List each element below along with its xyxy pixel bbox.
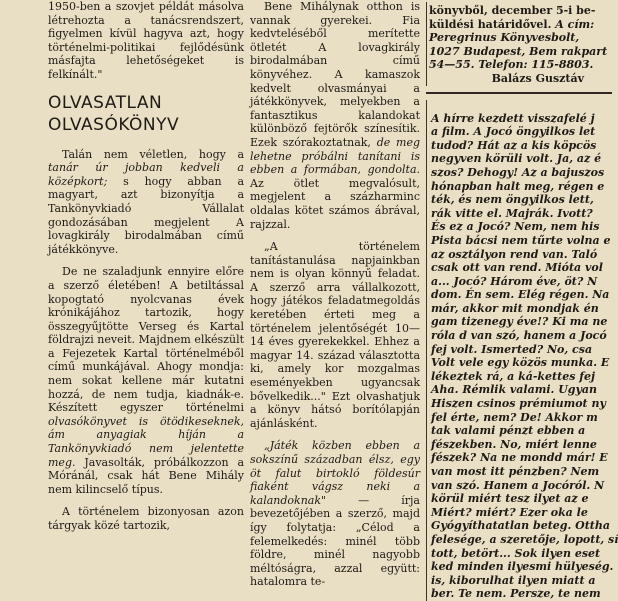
letter-line: Hiszen csinos prémiumot ny (431, 397, 606, 411)
letter-line: dom. Én sem. Elég régen. Na (431, 288, 610, 302)
col2-paragraph-1 (250, 0, 420, 231)
letter-line: tudod? Hát az a kis köpcös (431, 138, 597, 152)
col2-paragraph-2: „A történelem tanítástanulása napjainkban nem is olyan könnyű feladat. A szerző arra vállalkozott, hogy játékos feladatmegoldás keretében érteti meg a történelem jelentőségét 10—14 éves gyerekekkel. Ehhez a magyar 14. század választotta ki, amely kor mozgalmas eseményekben ugyancsak bővelkedik..." Ezt olvashatjuk a könyv hátsó borítólapján ajánlásként. (250, 240, 420, 430)
letter-line: lékeztek rá, a ká-kettes fej (431, 369, 595, 383)
letter-line: fel érte, nem? De! Akkor m (431, 410, 598, 424)
letter-line: van most itt pénzben? Nem (431, 465, 600, 478)
order-box (426, 2, 612, 86)
letter-line: tak valami pénzt ebben a (431, 424, 586, 438)
p1-text-c: s hogy abban a magyart, azt bizonyítja a Tankönyvkiadó Vállalat gondozásában megjelent A lovagkirály birodalmában című játékkönyve. (48, 174, 244, 256)
order-line-2 (429, 18, 612, 32)
letter-line: már, akkor mit mondjak én (431, 301, 599, 315)
paragraph-2 (48, 265, 244, 496)
order-line-5: 54—55. Telefon: 115-8803. (429, 58, 594, 72)
letter-line: a film. A Jocó öngyilkos let (431, 125, 596, 139)
column-2 (250, 0, 420, 589)
letter-line: gam tizenegy éve!? Ki ma ne (431, 315, 608, 329)
order-line-4: 1027 Budapest, Bem rakpart (429, 44, 608, 58)
letter-line: fészek? Na ne mondd már! E (431, 451, 608, 465)
intro-paragraph: 1950-ben a szovjet példát másolva létrehozta a tanácsrendszert, figyelmen kívül hagyva azt, hogy történelmi-politikai fejlődésünk másfajta lehetőségeket is felkínált." (48, 0, 244, 81)
letter-line: körül miért tesz ilyet az e (431, 492, 589, 506)
letter-line: Pista bácsi nem tűrte volna e (431, 233, 611, 247)
letter-line: tott, betört... Sok ilyen eset (431, 546, 601, 560)
p2-text-italic: olvasókönyvet is ötödikeseknek, ám anyagiak híján a Tankönyvkiadó nem jelentette meg. (48, 414, 244, 469)
divider-rule (426, 92, 612, 94)
letter-line: az osztályon rend van. Taló (431, 247, 598, 261)
col2-p3-italic: „Játék közben ebben a sokszínű században élsz, egy öt falut birtokló földesúr fiaként vágsz neki a kalandoknak" (250, 439, 420, 507)
letter-box (426, 100, 618, 601)
order-line-2-label: A cím: (551, 17, 595, 31)
letter-line: csak ott van rend. Mióta vol (431, 261, 603, 275)
letter-line: Aha. Rémlik valami. Ugyan (431, 383, 598, 397)
paragraph-1 (48, 148, 244, 257)
paragraph-3: A történelem bizonyosan azon tárgyak közé tartozik, (48, 505, 244, 532)
letter-line: is, kiborulhat ilyen miatt a (431, 573, 596, 587)
col2-p3-text: — írja bevezetőjében a szerző, majd így folytatja: „Célod a felemelkedés: minél több földre, minél nagyobb méltóságra, azzal együtt: hatalomra te- (250, 493, 420, 589)
letter-line: negyven körüli volt. Ja, az é (431, 152, 602, 166)
order-line-3: Peregrinus Könyvesbolt, (429, 31, 580, 45)
col2-p1-text: Bene Mihálynak otthon is vannak gyerekei. Fia kedvteléséből merítette ötletét A lovagkirály birodalmában című könyvéhez. A kamaszok kedvelt olvasmányai a játékkönyvek, melyekben a fantasztikus kalandokat különböző fejtörők színesítik. Ezek szórakoztatnak, (250, 0, 420, 149)
article-heading (48, 92, 244, 136)
column-1 (48, 0, 244, 558)
letter-line: szos? Dehogy! Az a bajuszos (431, 165, 605, 179)
letter-line: Miért? miért? Ezer oka le (431, 505, 588, 519)
column-3 (426, 0, 618, 601)
letter-line: Volt vele egy közös munka. E (431, 356, 610, 370)
p1-text-a: Talán nem véletlen, hogy a (62, 147, 244, 161)
letter-line: A hírre kezdett visszafelé j (431, 111, 595, 125)
letter-line: ték, és nem öngyilkos lett, (431, 193, 594, 207)
letter-line: fej volt. Ismerted? No, csa (431, 342, 593, 356)
letter-line: ked minden ilyesmi hülyeség. (431, 560, 614, 574)
letter-line: És ez a Jocó? Nem, nem his (431, 220, 600, 234)
heading-line-2: OLVASÓKÖNYV (48, 114, 180, 135)
letter-line: fészekben. No, miért lenne (431, 437, 597, 451)
letter-line: van szó. Hanem a Jocóról. N (431, 478, 605, 492)
letter-line: hónapban halt meg, régen e (431, 179, 605, 193)
col2-p1-text-c: Az ötlet megvalósult, megjelent a százharminc oldalas kötet számos ábrával, rajzzal. (250, 176, 420, 231)
order-line-1: könyvből, december 5-i be- (429, 4, 596, 17)
p2-text-c: Javasolták, próbálkozzon a Móránál, csak hát Bene Mihály nem kilincselő típus. (48, 455, 244, 496)
p2-text: De ne szaladjunk ennyire előre a szerző életében! A betiltással kopogtató nyolcvanas évek krónikájához tartozik, hogy összegyűjtötte Verseg és Kartal földrajzi neveit. Majdnem elkészült a Fejezetek Kartal történelméből című munkájával. Ahogy mondja: nem sokat kellene már kutatni hozzá, de nem tudja, kiadnák-e. Készített egyszer történelmi (48, 265, 245, 415)
p1-text-italic: tanár úr jobban kedveli a középkort; (48, 161, 244, 188)
letter-line: rák vitte el. Majrák. Ivott? (431, 206, 593, 220)
order-line-2-text: küldési határidővel. (429, 17, 552, 31)
heading-line-1: OLVASATLAN (48, 92, 163, 113)
letter-line: felesége, a szeretője, lopott, sí (431, 532, 618, 546)
letter-line: róla d van szó, hanem a Jocó (431, 329, 607, 343)
letter-line: a... Jocó? Három éve, öt? N (431, 274, 598, 288)
signature: Balázs Gusztáv (491, 71, 584, 85)
letter-line: Gyógyíthatatlan beteg. Ottha (431, 519, 611, 533)
letter-line: ber. Te nem. Persze, te nem (431, 587, 601, 601)
col2-p1-italic: de meg lehetne próbálni tanítani is ebben a formában, gondolta. (250, 135, 420, 177)
col2-paragraph-3 (250, 439, 420, 589)
